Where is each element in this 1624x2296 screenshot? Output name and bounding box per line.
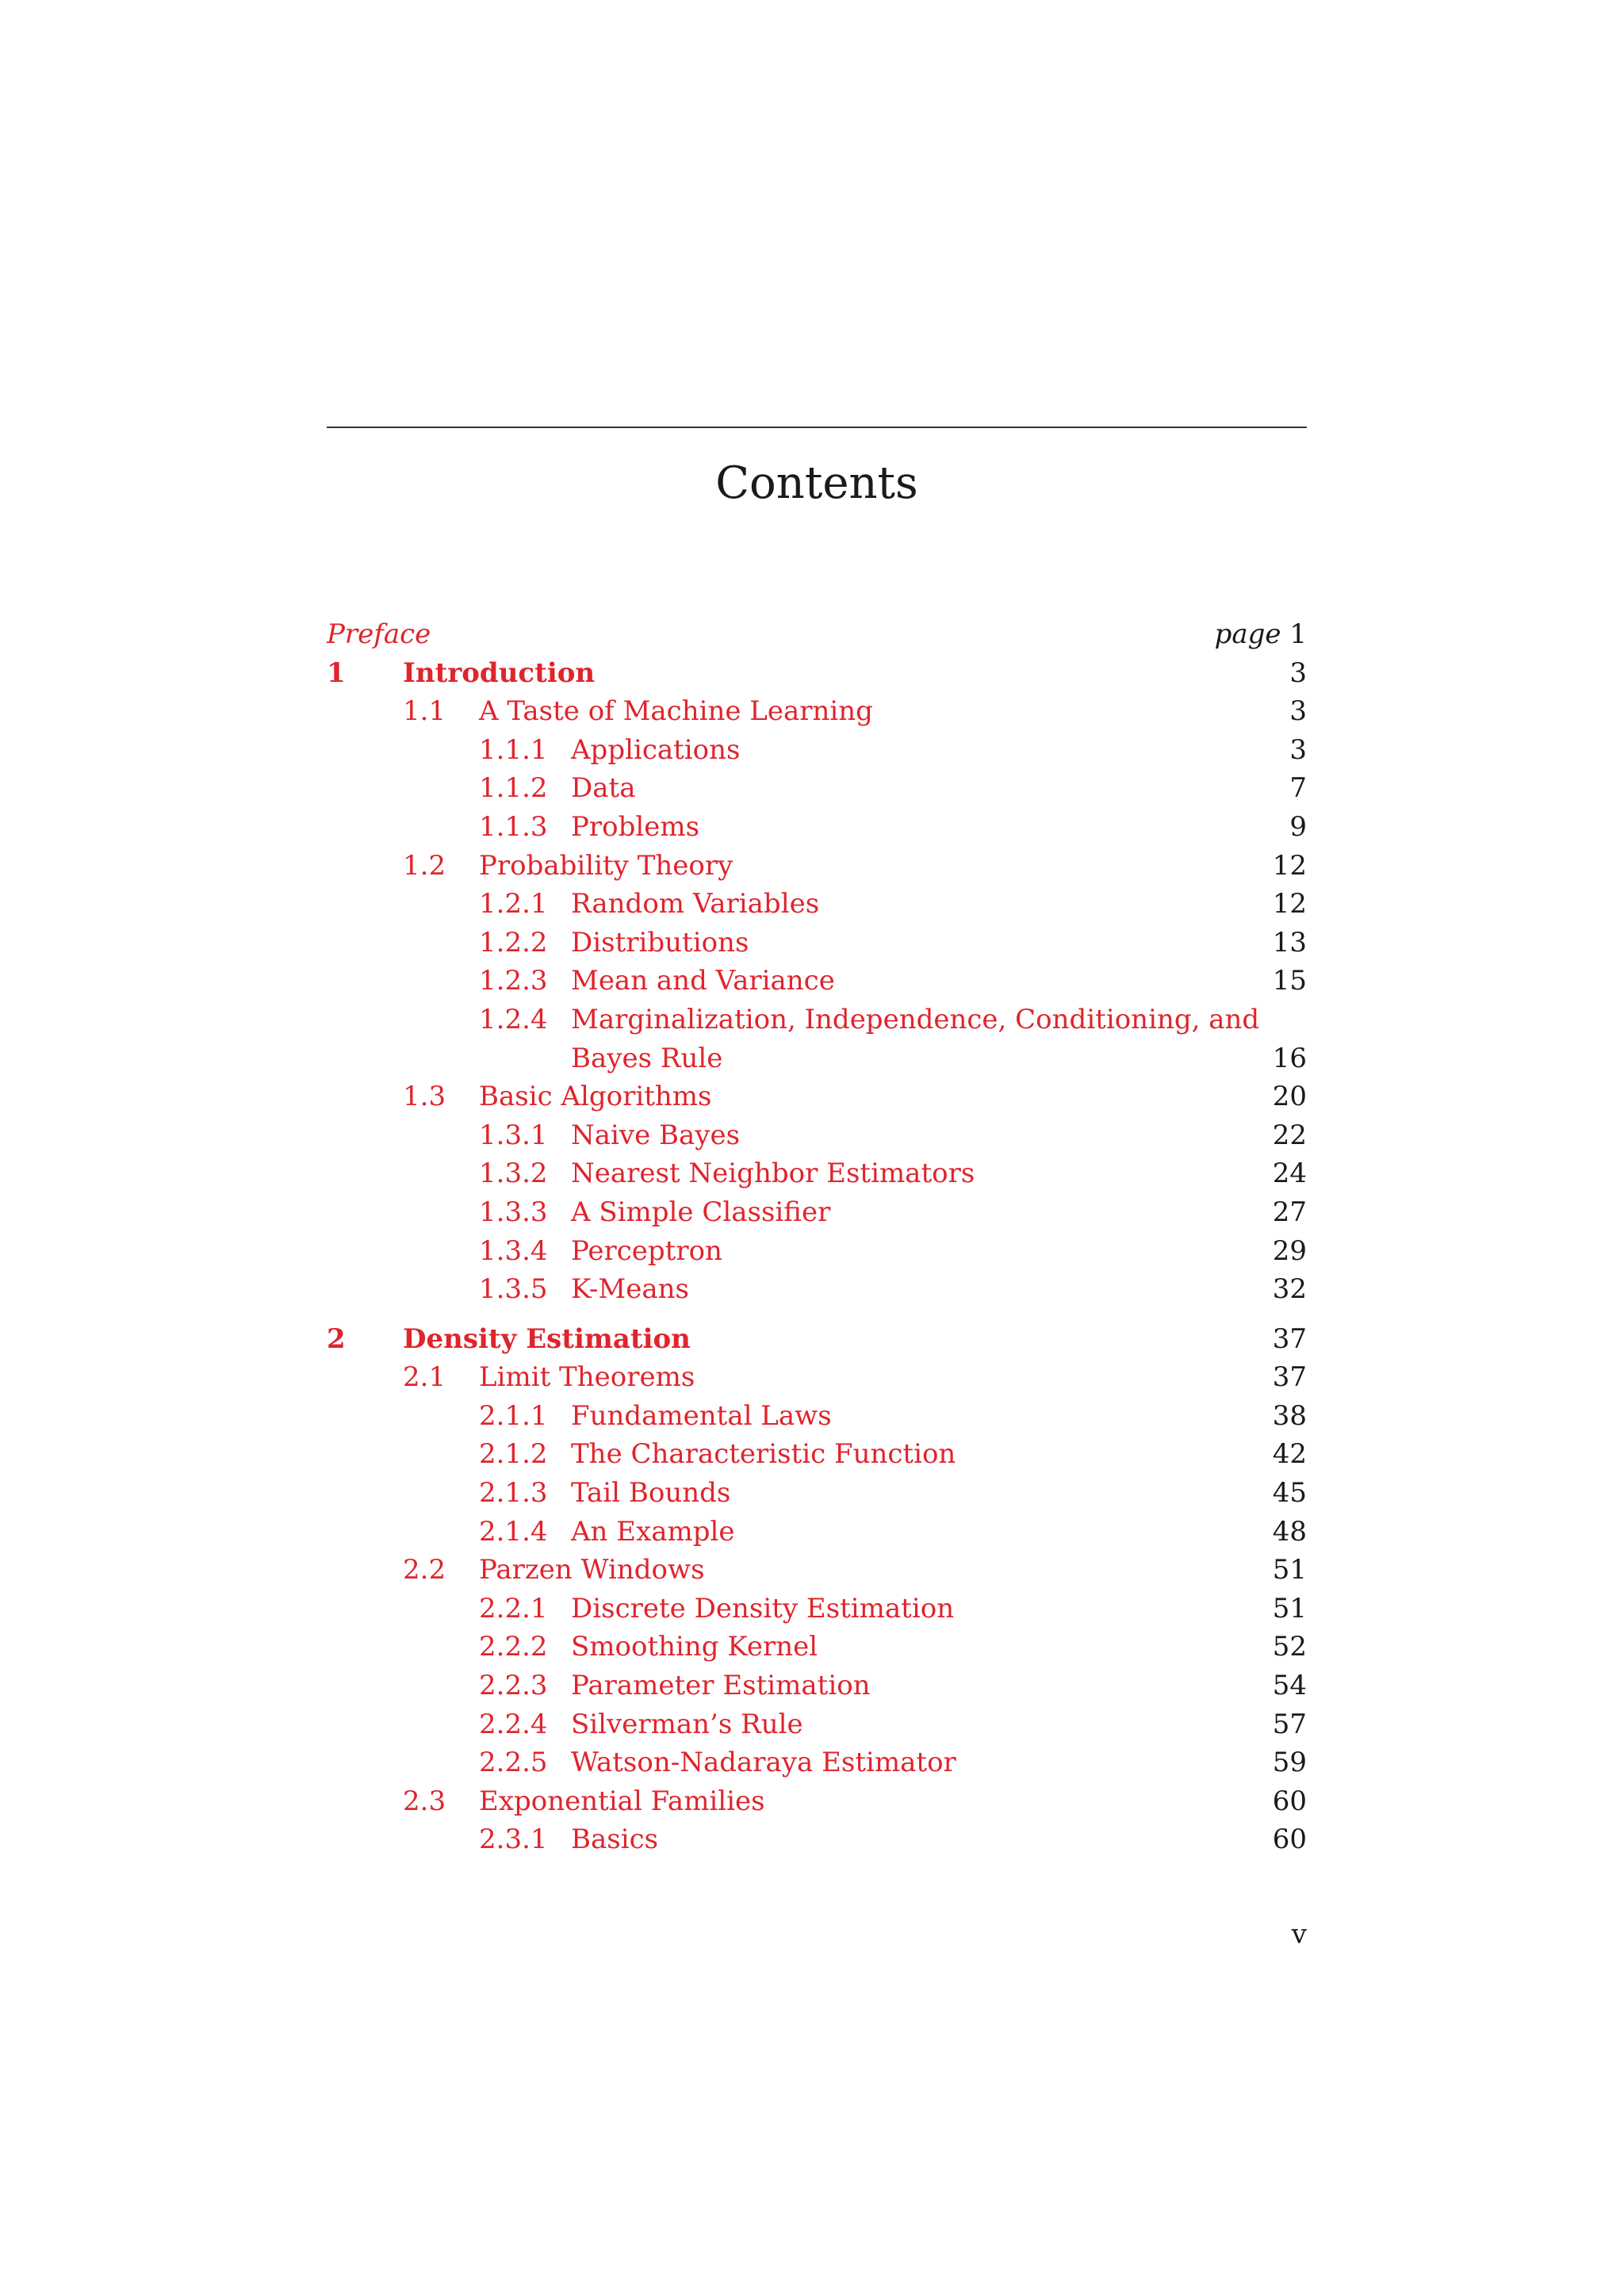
- chapter-gap: [327, 1309, 1307, 1320]
- chapter-number: 2: [327, 1322, 346, 1355]
- subsection-number: 2.2.1: [479, 1592, 548, 1624]
- toc-subsection[interactable]: [327, 769, 1307, 808]
- subsection-title[interactable]: Smoothing Kernel: [571, 1631, 818, 1663]
- subsection-title[interactable]: Silverman’s Rule: [571, 1708, 803, 1740]
- subsection-page: 7: [1289, 772, 1307, 805]
- subsection-title[interactable]: Nearest Neighbor Estimators: [571, 1158, 975, 1190]
- toc-subsection[interactable]: [327, 1705, 1307, 1744]
- toc-subsection[interactable]: [327, 1628, 1307, 1667]
- toc-subsection[interactable]: [327, 1513, 1307, 1552]
- subsection-number: 1.1.2: [479, 772, 548, 805]
- subsection-page: 12: [1272, 888, 1307, 920]
- subsection-title[interactable]: Data: [571, 772, 636, 805]
- subsection-number: 1.3.4: [479, 1234, 548, 1267]
- subsection-page: 52: [1272, 1631, 1307, 1663]
- subsection-title[interactable]: K-Means: [571, 1273, 689, 1306]
- subsection-page: 42: [1272, 1438, 1307, 1471]
- chapter-page: 3: [1289, 656, 1307, 689]
- toc-entry-preface[interactable]: [327, 615, 1307, 654]
- subsection-title[interactable]: Watson-Nadaraya Estimator: [571, 1747, 956, 1779]
- subsection-page: 59: [1272, 1747, 1307, 1779]
- toc-subsection[interactable]: [327, 1743, 1307, 1782]
- toc-subsection[interactable]: [327, 1001, 1307, 1077]
- subsection-page: 57: [1272, 1708, 1307, 1740]
- subsection-number: 2.2.2: [479, 1631, 548, 1663]
- toc-section[interactable]: [327, 692, 1307, 731]
- section-number: 2.2: [403, 1554, 446, 1586]
- subsection-number: 1.3.3: [479, 1196, 548, 1228]
- subsection-page: 3: [1289, 733, 1307, 766]
- subsection-title[interactable]: Applications: [571, 733, 741, 766]
- subsection-title[interactable]: Naive Bayes: [571, 1119, 741, 1151]
- toc-chapter[interactable]: [327, 654, 1307, 693]
- subsection-page: 54: [1272, 1670, 1307, 1702]
- subsection-number: 1.2.1: [479, 888, 548, 920]
- chapter-title[interactable]: Density Estimation: [403, 1322, 691, 1355]
- subsection-title[interactable]: Random Variables: [571, 888, 820, 920]
- toc-subsection[interactable]: [327, 962, 1307, 1001]
- subsection-title[interactable]: Parameter Estimation: [571, 1670, 871, 1702]
- toc-section[interactable]: [327, 1358, 1307, 1397]
- chapter-page: 37: [1272, 1322, 1307, 1355]
- subsection-page: 24: [1272, 1158, 1307, 1190]
- toc-section[interactable]: [327, 847, 1307, 886]
- toc-subsection[interactable]: [327, 1397, 1307, 1436]
- subsection-number: 1.1.1: [479, 733, 548, 766]
- toc-subsection[interactable]: [327, 1193, 1307, 1232]
- subsection-title[interactable]: The Characteristic Function: [571, 1438, 956, 1471]
- section-number: 2.1: [403, 1361, 446, 1394]
- toc-subsection[interactable]: [327, 808, 1307, 847]
- subsection-title[interactable]: Problems: [571, 810, 700, 843]
- toc-subsection[interactable]: [327, 1667, 1307, 1705]
- subsection-title[interactable]: Discrete Density Estimation: [571, 1592, 955, 1624]
- toc-entry-title[interactable]: Preface: [327, 618, 431, 650]
- toc-entry-page: page 1: [1214, 618, 1307, 650]
- toc-subsection[interactable]: [327, 731, 1307, 770]
- subsection-title[interactable]: An Example: [571, 1515, 735, 1548]
- toc-section[interactable]: [327, 1551, 1307, 1590]
- subsection-page: 32: [1272, 1273, 1307, 1306]
- subsection-number: 2.1.3: [479, 1477, 548, 1510]
- subsection-page: 27: [1272, 1196, 1307, 1228]
- section-number: 1.2: [403, 849, 446, 882]
- subsection-page: 48: [1272, 1515, 1307, 1548]
- subsection-title[interactable]: Marginalization, Independence, Conditioning, and Bayes Rule: [571, 1003, 1260, 1074]
- toc-subsection[interactable]: [327, 1590, 1307, 1628]
- section-title[interactable]: Basic Algorithms: [479, 1081, 712, 1113]
- page-title: Contents: [715, 457, 918, 509]
- section-title[interactable]: Exponential Families: [479, 1785, 765, 1817]
- toc-subsection[interactable]: [327, 1820, 1307, 1859]
- toc-subsection[interactable]: [327, 1232, 1307, 1271]
- top-rule: [327, 427, 1307, 428]
- subsection-page: 13: [1272, 926, 1307, 959]
- subsection-page: 51: [1272, 1592, 1307, 1624]
- subsection-title[interactable]: Distributions: [571, 926, 749, 959]
- subsection-title[interactable]: A Simple Classifier: [571, 1196, 831, 1228]
- subsection-title[interactable]: Basics: [571, 1823, 659, 1856]
- subsection-number: 1.2.2: [479, 926, 548, 959]
- section-title[interactable]: Limit Theorems: [479, 1361, 695, 1394]
- section-number: 2.3: [403, 1785, 446, 1817]
- subsection-page: 15: [1272, 965, 1307, 997]
- subsection-number: 2.3.1: [479, 1823, 548, 1856]
- toc-section[interactable]: [327, 1077, 1307, 1116]
- toc-subsection[interactable]: [327, 1474, 1307, 1513]
- section-page: 37: [1272, 1361, 1307, 1394]
- subsection-title[interactable]: Perceptron: [571, 1234, 722, 1267]
- subsection-number: 2.2.4: [479, 1708, 548, 1740]
- subsection-number: 1.3.5: [479, 1273, 548, 1306]
- section-page: 60: [1272, 1785, 1307, 1817]
- section-page: 12: [1272, 849, 1307, 882]
- toc-subsection[interactable]: [327, 1116, 1307, 1155]
- subsection-number: 1.2.3: [479, 965, 548, 997]
- subsection-page: 16: [1272, 1042, 1307, 1074]
- toc-subsection[interactable]: [327, 1435, 1307, 1474]
- subsection-page: 22: [1272, 1119, 1307, 1151]
- subsection-page: 60: [1272, 1823, 1307, 1856]
- subsection-number: 1.2.4: [479, 1003, 548, 1035]
- toc-subsection[interactable]: [327, 924, 1307, 962]
- toc-subsection[interactable]: [327, 1270, 1307, 1309]
- table-of-contents: [327, 615, 1307, 1859]
- section-number: 1.1: [403, 695, 446, 728]
- subsection-page: 38: [1272, 1399, 1307, 1432]
- section-title[interactable]: Parzen Windows: [479, 1554, 705, 1586]
- section-title[interactable]: A Taste of Machine Learning: [479, 695, 873, 728]
- subsection-number: 2.1.4: [479, 1515, 548, 1548]
- toc-subsection[interactable]: [327, 885, 1307, 924]
- subsection-title[interactable]: Mean and Variance: [571, 965, 835, 997]
- section-page: 3: [1289, 695, 1307, 728]
- subsection-number: 2.1.1: [479, 1399, 548, 1432]
- section-number: 1.3: [403, 1081, 446, 1113]
- subsection-number: 1.1.3: [479, 810, 548, 843]
- subsection-page: 29: [1272, 1234, 1307, 1267]
- subsection-number: 2.2.3: [479, 1670, 548, 1702]
- page-folio: v: [1291, 1919, 1307, 1950]
- toc-section[interactable]: [327, 1782, 1307, 1821]
- section-title[interactable]: Probability Theory: [479, 849, 733, 882]
- subsection-page: 45: [1272, 1477, 1307, 1510]
- chapter-number: 1: [327, 656, 346, 689]
- subsection-page: 9: [1289, 810, 1307, 843]
- subsection-number: 2.2.5: [479, 1747, 548, 1779]
- subsection-title[interactable]: Fundamental Laws: [571, 1399, 832, 1432]
- subsection-number: 2.1.2: [479, 1438, 548, 1471]
- chapter-title[interactable]: Introduction: [403, 656, 596, 689]
- subsection-number: 1.3.1: [479, 1119, 548, 1151]
- section-page: 20: [1272, 1081, 1307, 1113]
- subsection-title[interactable]: Tail Bounds: [571, 1477, 731, 1510]
- toc-subsection[interactable]: [327, 1154, 1307, 1193]
- toc-chapter[interactable]: [327, 1320, 1307, 1359]
- section-page: 51: [1272, 1554, 1307, 1586]
- subsection-number: 1.3.2: [479, 1158, 548, 1190]
